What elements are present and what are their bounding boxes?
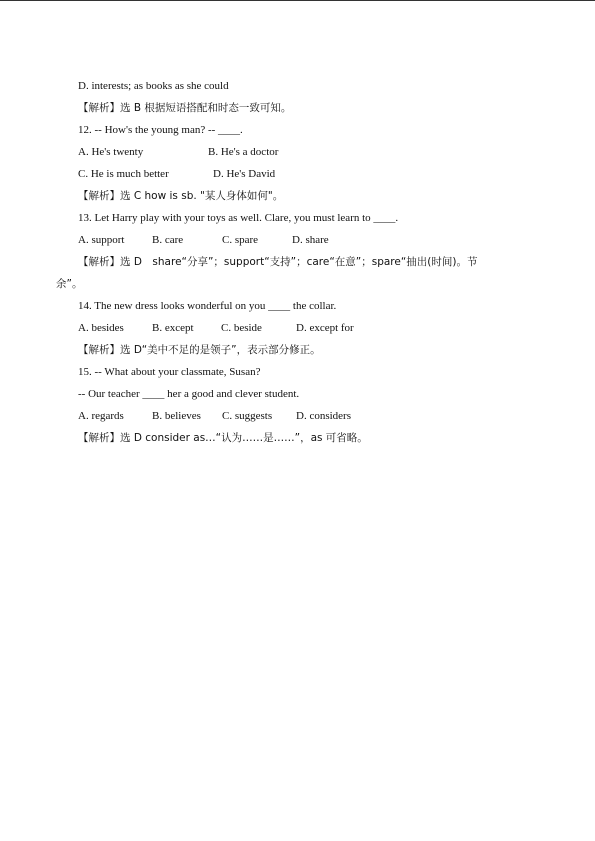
answer-explanation-13: 【解析】选 D share“分享”；support“支持”；care“在意”；spare“抽出(时间)。节: [78, 256, 478, 268]
question-15: 15. -- What about your classmate, Susan?: [78, 366, 261, 378]
q12-option-c: C. He is much better: [78, 168, 169, 180]
q13-option-d: D. share: [292, 234, 329, 246]
page-top-rule: [0, 0, 595, 1]
q15-option-c: C. suggests: [222, 410, 273, 422]
question-12: 12. -- How's the young man? -- ____.: [78, 124, 243, 136]
q12-option-d: D. He's David: [213, 168, 276, 180]
answer-explanation-15: 【解析】选 D consider as…“认为……是……”，as 可省略。: [78, 432, 368, 444]
option-d-line: D. interests; as books as she could: [78, 80, 229, 92]
q14-option-b: B. except: [152, 322, 194, 334]
answer-explanation-12: 【解析】选 C how is sb. "某人身体如何"。: [78, 190, 284, 202]
q14-option-a: A. besides: [78, 322, 124, 334]
question-14: 14. The new dress looks wonderful on you ____ the collar.: [78, 300, 337, 312]
q14-option-c: C. beside: [221, 322, 262, 334]
q12-option-b: B. He's a doctor: [208, 146, 279, 158]
q13-option-c: C. spare: [222, 234, 259, 246]
question-15-line-2: -- Our teacher ____ her a good and clever student.: [78, 388, 300, 400]
answer-explanation-11: 【解析】选 B 根据短语搭配和时态一致可知。: [78, 102, 292, 114]
answer-explanation-14: 【解析】选 D“美中不足的是领子”，表示部分修正。: [78, 344, 321, 356]
q14-option-d: D. except for: [296, 322, 354, 334]
q12-option-a: A. He's twenty: [78, 146, 144, 158]
q15-option-b: B. believes: [152, 410, 201, 422]
q13-option-a: A. support: [78, 234, 125, 246]
q15-option-a: A. regards: [78, 410, 124, 422]
question-13: 13. Let Harry play with your toys as well. Clare, you must learn to ____.: [78, 212, 399, 224]
q13-option-b: B. care: [152, 234, 184, 246]
q15-option-d: D. considers: [296, 410, 351, 422]
answer-explanation-13-cont: 余”。: [56, 278, 83, 290]
